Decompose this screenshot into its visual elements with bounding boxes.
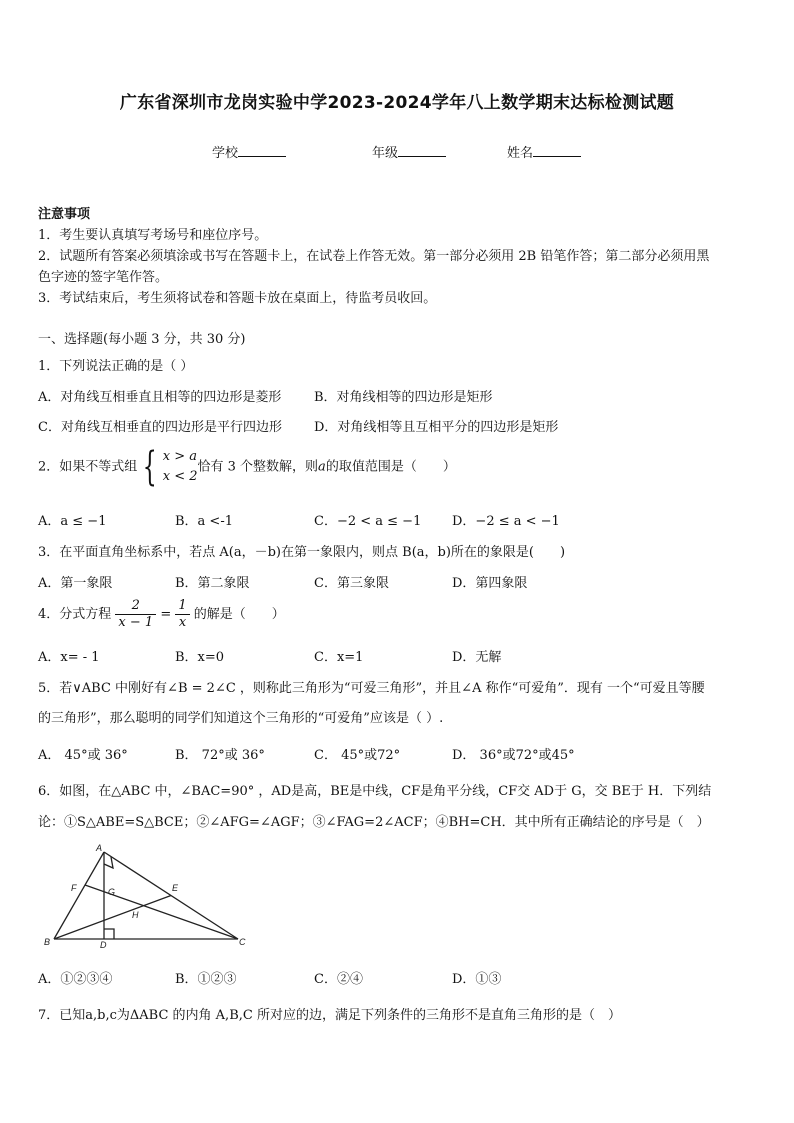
q6-option-a[interactable]: A．①②③④ bbox=[38, 972, 113, 987]
q4-option-a[interactable]: A．x= - 1 bbox=[38, 650, 100, 665]
school-field[interactable] bbox=[212, 142, 286, 161]
inequality-line-1: x > a bbox=[162, 449, 197, 464]
brace-icon: { bbox=[143, 444, 158, 490]
fraction-left-numerator: 2 bbox=[115, 598, 156, 615]
q4-stem bbox=[38, 598, 285, 631]
note-item: 2．试题所有答案必须填涂或书写在答题卡上，在试卷上作答无效。第一部分必须用 2B 铅笔作答；第二部分必须用黑 bbox=[38, 249, 710, 264]
q3-option-d[interactable]: D．第四象限 bbox=[452, 576, 528, 591]
inequality-line-2: x < 2 bbox=[162, 469, 198, 484]
q2-option-a[interactable]: A．a ≤ −1 bbox=[38, 514, 107, 529]
q1-option-b[interactable]: B．对角线相等的四边形是矩形 bbox=[314, 390, 493, 405]
right-angle-mark-a bbox=[104, 857, 113, 868]
median-be bbox=[54, 896, 171, 940]
q7-stem: 7．已知a,b,c为ΔABC 的内角 A,B,C 所对应的边，满足下列条件的三角形不是直角三角形的是（ ） bbox=[38, 1008, 621, 1023]
q4-option-d[interactable]: D．无解 bbox=[452, 650, 502, 665]
q5-option-a[interactable]: A． 45°或 36° bbox=[38, 748, 128, 763]
q2-suffix: 恰有 3 个整数解，则 bbox=[197, 459, 319, 475]
q5-option-d[interactable]: D． 36°或72°或45° bbox=[452, 748, 575, 763]
q2-option-d[interactable]: D．−2 ≤ a < −1 bbox=[452, 514, 560, 529]
q3-stem: 3．在平面直角坐标系中，若点 A(a，－b)在第一象限内，则点 B(a，b)所在的象限是( ) bbox=[38, 545, 566, 560]
note-item: 1．考生要认真填写考场号和座位序号。 bbox=[38, 228, 268, 243]
label-e: E bbox=[172, 883, 179, 893]
q2-option-b[interactable]: B．a <-1 bbox=[175, 514, 233, 529]
q3-option-a[interactable]: A．第一象限 bbox=[38, 576, 113, 591]
q3-option-b[interactable]: B．第二象限 bbox=[175, 576, 250, 591]
q2-variable: a bbox=[318, 459, 326, 475]
name-label: 姓名 bbox=[507, 146, 534, 161]
label-h: H bbox=[132, 910, 139, 920]
q6-stem-line2: 论：①S△ABE=S△BCE；②∠AFG=∠AGF；③∠FAG=2∠ACF；④BH=CH．其中所有正确结论的序号是（ ） bbox=[38, 815, 710, 830]
side-ab bbox=[54, 852, 104, 939]
q5-stem-line1: 5．若∨ABC 中刚好有∠B = 2∠C ，则称此三角形为“可爱三角形”，并且∠A 称作“可爱角”．现有 一个“可爱且等腰 bbox=[38, 681, 705, 696]
label-f: F bbox=[71, 883, 77, 893]
q4-option-b[interactable]: B．x=0 bbox=[175, 650, 225, 665]
fraction-right-numerator: 1 bbox=[175, 598, 189, 615]
label-g: G bbox=[108, 887, 116, 897]
fraction-right-denominator: x bbox=[178, 615, 187, 630]
note-item: 色字迹的签字笔作答。 bbox=[38, 270, 169, 285]
q5-option-b[interactable]: B． 72°或 36° bbox=[175, 748, 265, 763]
fraction-right bbox=[175, 598, 189, 631]
school-blank[interactable] bbox=[238, 144, 286, 157]
q6-stem-line1: 6．如图，在△ABC 中，∠BAC=90° ，AD是高，BE是中线，CF是角平分线，CF交 AD于 G，交 BE于 H．下列结 bbox=[38, 784, 712, 799]
q2-stem bbox=[38, 444, 456, 490]
q2-option-c[interactable]: C．−2 < a ≤ −1 bbox=[314, 514, 422, 529]
grade-label: 年级 bbox=[372, 146, 399, 161]
q1-option-d[interactable]: D．对角线相等且互相平分的四边形是矩形 bbox=[314, 420, 559, 435]
name-blank[interactable] bbox=[533, 144, 581, 157]
q1-option-c[interactable]: C．对角线互相垂直的四边形是平行四边形 bbox=[38, 420, 282, 435]
grade-field[interactable] bbox=[372, 142, 446, 161]
q5-option-c[interactable]: C． 45°或72° bbox=[314, 748, 401, 763]
triangle-figure bbox=[40, 842, 250, 952]
document-title: 广东省深圳市龙岗实验中学2023-2024学年八上数学期末达标检测试题 bbox=[119, 93, 675, 113]
q5-stem-line2: 的三角形”，那么聪明的同学们知道这个三角形的“可爱角”应该是（ ）. bbox=[38, 711, 444, 726]
q1-option-a[interactable]: A．对角线互相垂直且相等的四边形是菱形 bbox=[38, 390, 282, 405]
q6-option-c[interactable]: C．②④ bbox=[314, 972, 363, 987]
label-a: A bbox=[96, 843, 103, 853]
fraction-left-denominator: x − 1 bbox=[118, 615, 154, 630]
notes-heading: 注意事项 bbox=[38, 207, 91, 222]
q6-option-b[interactable]: B．①②③ bbox=[175, 972, 237, 987]
school-label: 学校 bbox=[212, 146, 239, 161]
q3-option-c[interactable]: C．第三象限 bbox=[314, 576, 389, 591]
q4-option-c[interactable]: C．x=1 bbox=[314, 650, 364, 665]
q4-suffix: 的解是（ ） bbox=[193, 607, 285, 622]
q4-prefix: 4．分式方程 bbox=[38, 607, 112, 622]
note-item: 3．考试结束后，考生须将试卷和答题卡放在桌面上，待监考员收回。 bbox=[38, 291, 437, 306]
label-b: B bbox=[44, 937, 51, 947]
label-d: D bbox=[100, 940, 107, 950]
inequality-system bbox=[163, 447, 198, 487]
grade-blank[interactable] bbox=[398, 144, 446, 157]
q1-stem: 1．下列说法正确的是（ ） bbox=[38, 359, 194, 374]
q2-suffix-2: 的取值范围是（ ） bbox=[325, 459, 456, 475]
q6-option-d[interactable]: D．①③ bbox=[452, 972, 502, 987]
name-field[interactable] bbox=[507, 142, 581, 161]
section-heading: 一、选择题(每小题 3 分，共 30 分) bbox=[38, 332, 246, 347]
equals-sign: = bbox=[160, 607, 172, 622]
fraction-left bbox=[115, 598, 156, 631]
q2-prefix: 2．如果不等式组 bbox=[38, 459, 138, 475]
label-c: C bbox=[239, 937, 246, 947]
right-angle-mark-d bbox=[104, 929, 114, 939]
